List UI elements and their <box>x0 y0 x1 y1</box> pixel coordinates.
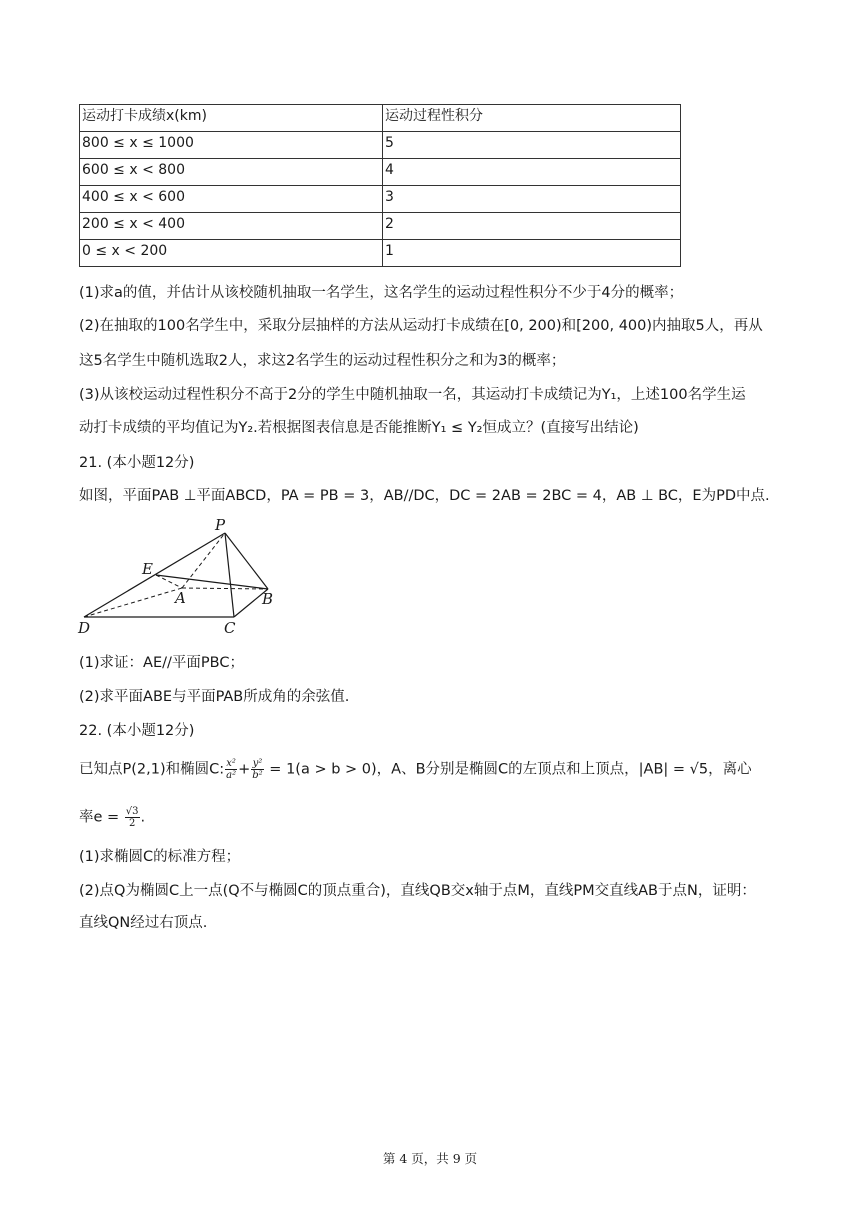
q22-stem-line1 <box>79 758 752 781</box>
label-b: B <box>262 590 274 608</box>
table-cell: 3 <box>383 186 681 213</box>
table-header-cell: 运动过程性积分 <box>383 105 681 132</box>
q22-stem-line2 <box>79 806 145 829</box>
label-a: A <box>175 589 186 607</box>
pyramid-figure <box>72 515 282 640</box>
fraction-sqrt3-2 <box>125 806 140 829</box>
edge-ab <box>182 588 268 589</box>
q20-part1: (1)求a的值，并估计从该校随机抽取一名学生，这名学生的运动过程性积分不少于4分的概率； <box>79 285 684 301</box>
label-d: D <box>78 619 91 637</box>
fraction-denominator: b² <box>252 770 263 781</box>
q22-stem-rest: = 1(a > b > 0)，A、B分别是椭圆C的左顶点和上顶点，|AB| = √5，离心 <box>264 761 752 778</box>
label-p: P <box>215 516 226 534</box>
table-row <box>80 240 681 267</box>
table-row <box>80 132 681 159</box>
q22-eccentricity-label: 率e = <box>79 809 124 826</box>
edge-eb <box>156 575 268 589</box>
fraction-denominator: 2 <box>128 818 136 829</box>
q20-part2-line2: 这5名学生中随机选取2人，求这2名学生的运动过程性积分之和为3的概率； <box>79 353 566 369</box>
fraction-y2-b2 <box>251 758 263 781</box>
edge-ap <box>182 533 225 588</box>
table-cell: 200 ≤ x < 400 <box>80 213 383 240</box>
table-cell: 600 ≤ x < 800 <box>80 159 383 186</box>
table-row <box>80 186 681 213</box>
q21-header: 21. (本小题12分) <box>79 455 195 471</box>
fraction-numerator: y² <box>252 758 263 769</box>
q22-header: 22. (本小题12分) <box>79 723 195 739</box>
fraction-numerator: √3 <box>125 806 139 817</box>
table-cell: 4 <box>383 159 681 186</box>
table-cell: 800 ≤ x ≤ 1000 <box>80 132 383 159</box>
q22-stem-period: . <box>140 809 146 826</box>
table-cell: 0 ≤ x < 200 <box>80 240 383 267</box>
q21-stem: 如图，平面PAB ⊥平面ABCD，PA = PB = 3，AB//DC，DC = 2AB = 2BC = 4，AB ⊥ BC，E为PD中点. <box>79 488 770 504</box>
edge-pb <box>225 533 268 589</box>
page-footer: 第 4 页，共 9 页 <box>382 1151 478 1166</box>
table-header-row <box>80 105 681 132</box>
table-header-cell: 运动打卡成绩x(km) <box>80 105 383 132</box>
label-c: C <box>224 619 236 637</box>
edge-dp <box>84 533 225 617</box>
fraction-numerator: x² <box>226 758 236 769</box>
q22-part2-line1: (2)点Q为椭圆C上一点(Q不与椭圆C的顶点重合)，直线QB交x轴于点M，直线PM交直线AB于点N，证明： <box>79 883 756 899</box>
table-row <box>80 213 681 240</box>
q20-part3-line1: (3)从该校运动过程性积分不高于2分的学生中随机抽取一名，其运动打卡成绩记为Y₁，上述100名学生运 <box>79 387 746 403</box>
q22-part2-line2: 直线QN经过右顶点. <box>79 915 208 931</box>
q22-part1: (1)求椭圆C的标准方程； <box>79 849 241 865</box>
label-e: E <box>142 560 153 578</box>
edge-pc <box>225 533 234 617</box>
table-cell: 400 ≤ x < 600 <box>80 186 383 213</box>
plus-sign: + <box>238 761 251 778</box>
q20-part3-line2: 动打卡成绩的平均值记为Y₂.若根据图表信息是否能推断Y₁ ≤ Y₂恒成立？(直接写出结论) <box>79 420 639 436</box>
fraction-x2-a2 <box>225 758 237 781</box>
q21-part2: (2)求平面ABE与平面PAB所成角的余弦值. <box>79 689 350 705</box>
table-row <box>80 159 681 186</box>
score-table <box>79 104 681 267</box>
edge-da <box>84 588 182 617</box>
table-cell: 5 <box>383 132 681 159</box>
q20-part2-line1: (2)在抽取的100名学生中，采取分层抽样的方法从运动打卡成绩在[0, 200)和[200, 400)内抽取5人，再从 <box>79 318 763 334</box>
q22-stem-start: 已知点P(2,1)和椭圆C: <box>79 761 225 778</box>
fraction-denominator: a² <box>226 770 237 781</box>
q21-part1: (1)求证：AE//平面PBC； <box>79 655 244 671</box>
table-cell: 1 <box>383 240 681 267</box>
table-cell: 2 <box>383 213 681 240</box>
